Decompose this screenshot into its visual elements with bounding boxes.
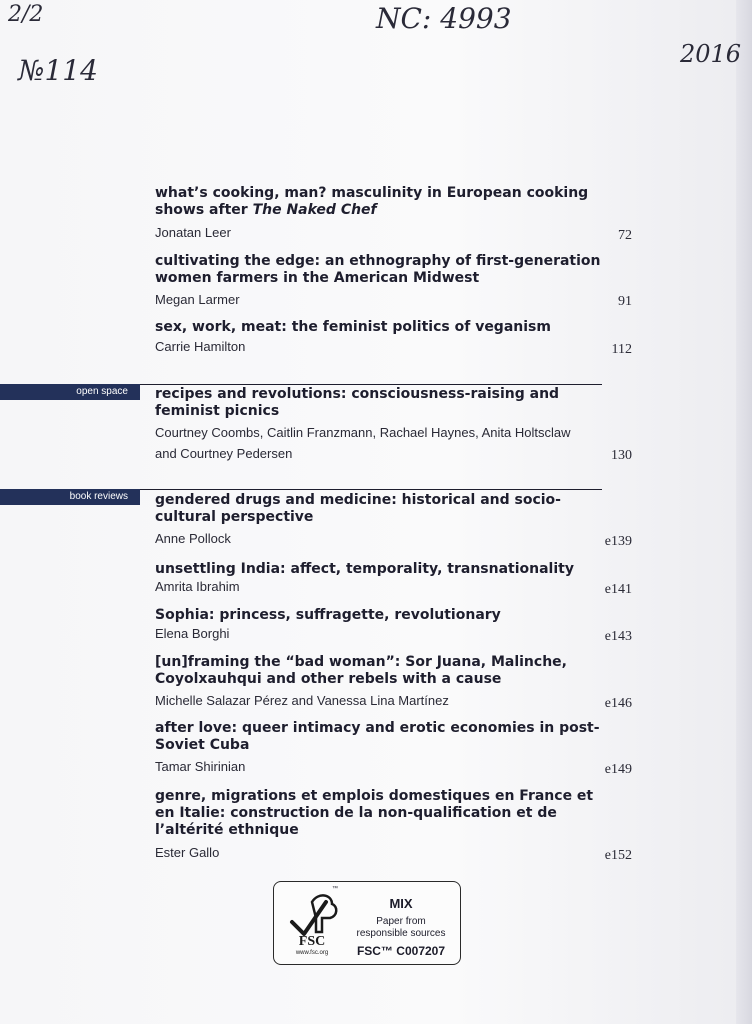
toc-entry-title-text: what’s cooking, man? masculinity in European cooking shows after <box>155 185 589 218</box>
toc-entry-page: e139 <box>604 534 632 549</box>
toc-entry-author: Anne Pollock <box>155 531 231 546</box>
fsc-paper-line: Paper from <box>376 916 426 927</box>
toc-entry-page: 72 <box>618 228 632 243</box>
fsc-mix-heading: MIX <box>389 896 413 911</box>
toc-entry-author: Carrie Hamilton <box>155 339 246 354</box>
section-label-book-reviews: book reviews <box>0 489 140 505</box>
handwritten-issue-number: №114 <box>18 54 98 87</box>
toc-entry-title-emphasis: The Naked Chef <box>252 202 377 218</box>
toc-entry-title <box>155 185 605 219</box>
toc-entry-title: genre, migrations et emplois domestiques en France et en Italie: construction de la non-qualification et de l’altérité ethnique <box>155 788 594 838</box>
toc-entry-page: 91 <box>618 294 632 309</box>
toc-entry-page: 112 <box>611 342 632 357</box>
fsc-license-code: FSC™ C007207 <box>356 944 446 958</box>
toc-entry-title: unsettling India: affect, temporality, transnationality <box>155 561 574 577</box>
toc-entry-title: recipes and revolutions: consciousness-raising and feminist picnics <box>155 386 560 419</box>
toc-entry-page: e143 <box>604 629 632 644</box>
section-label-open-space: open space <box>0 384 140 400</box>
section-divider <box>140 384 602 385</box>
fsc-website: www.fsc.org <box>295 950 329 956</box>
toc-entry-author: Megan Larmer <box>155 292 240 307</box>
toc-entry-author: Ester Gallo <box>155 845 220 860</box>
toc-entry-author: Michelle Salazar Pérez and Vanessa Lina Martínez <box>155 693 449 708</box>
handwritten-nc-code: NC: 4993 <box>376 2 512 35</box>
fsc-trademark: ™ <box>332 886 338 892</box>
toc-entry-page: e149 <box>604 762 632 777</box>
toc-entry-author: Jonatan Leer <box>155 225 231 240</box>
toc-entry-title: after love: queer intimacy and erotic economies in post-Soviet Cuba <box>155 720 600 753</box>
toc-entry-page: e141 <box>604 582 632 597</box>
toc-entry-author: Amrita Ibrahim <box>155 579 240 594</box>
toc-entry-page: e146 <box>604 696 632 711</box>
toc-entry-author: Elena Borghi <box>155 626 230 641</box>
page-spine-shadow <box>736 0 752 1024</box>
toc-entry-page: 130 <box>611 448 632 463</box>
fsc-paper-line: responsible sources <box>356 928 446 939</box>
handwritten-page-count: 2/2 <box>8 2 44 27</box>
fsc-paper-text <box>344 916 458 940</box>
toc-entry-title: Sophia: princess, suffragette, revolutionary <box>155 607 501 623</box>
section-divider <box>140 489 602 490</box>
fsc-logo-text: FSC <box>298 934 326 949</box>
toc-entry-title: cultivating the edge: an ethnography of first-generation women farmers in the American Midwest <box>155 253 601 286</box>
fsc-certification-label <box>273 881 461 965</box>
toc-entry-title: sex, work, meat: the feminist politics of veganism <box>155 319 551 335</box>
toc-entry-title: gendered drugs and medicine: historical and socio-cultural perspective <box>155 492 561 525</box>
handwritten-year: 2016 <box>680 40 742 68</box>
toc-entry-author: Courtney Coombs, Caitlin Franzmann, Rachael Haynes, Anita Holtsclaw and Courtney Pedersen <box>155 425 571 461</box>
toc-entry-page: e152 <box>604 848 632 863</box>
toc-entry-author: Tamar Shirinian <box>155 759 246 774</box>
toc-entry-title: [un]framing the “bad woman”: Sor Juana, Malinche, Coyolxauhqui and other rebels with a cause <box>155 654 567 687</box>
